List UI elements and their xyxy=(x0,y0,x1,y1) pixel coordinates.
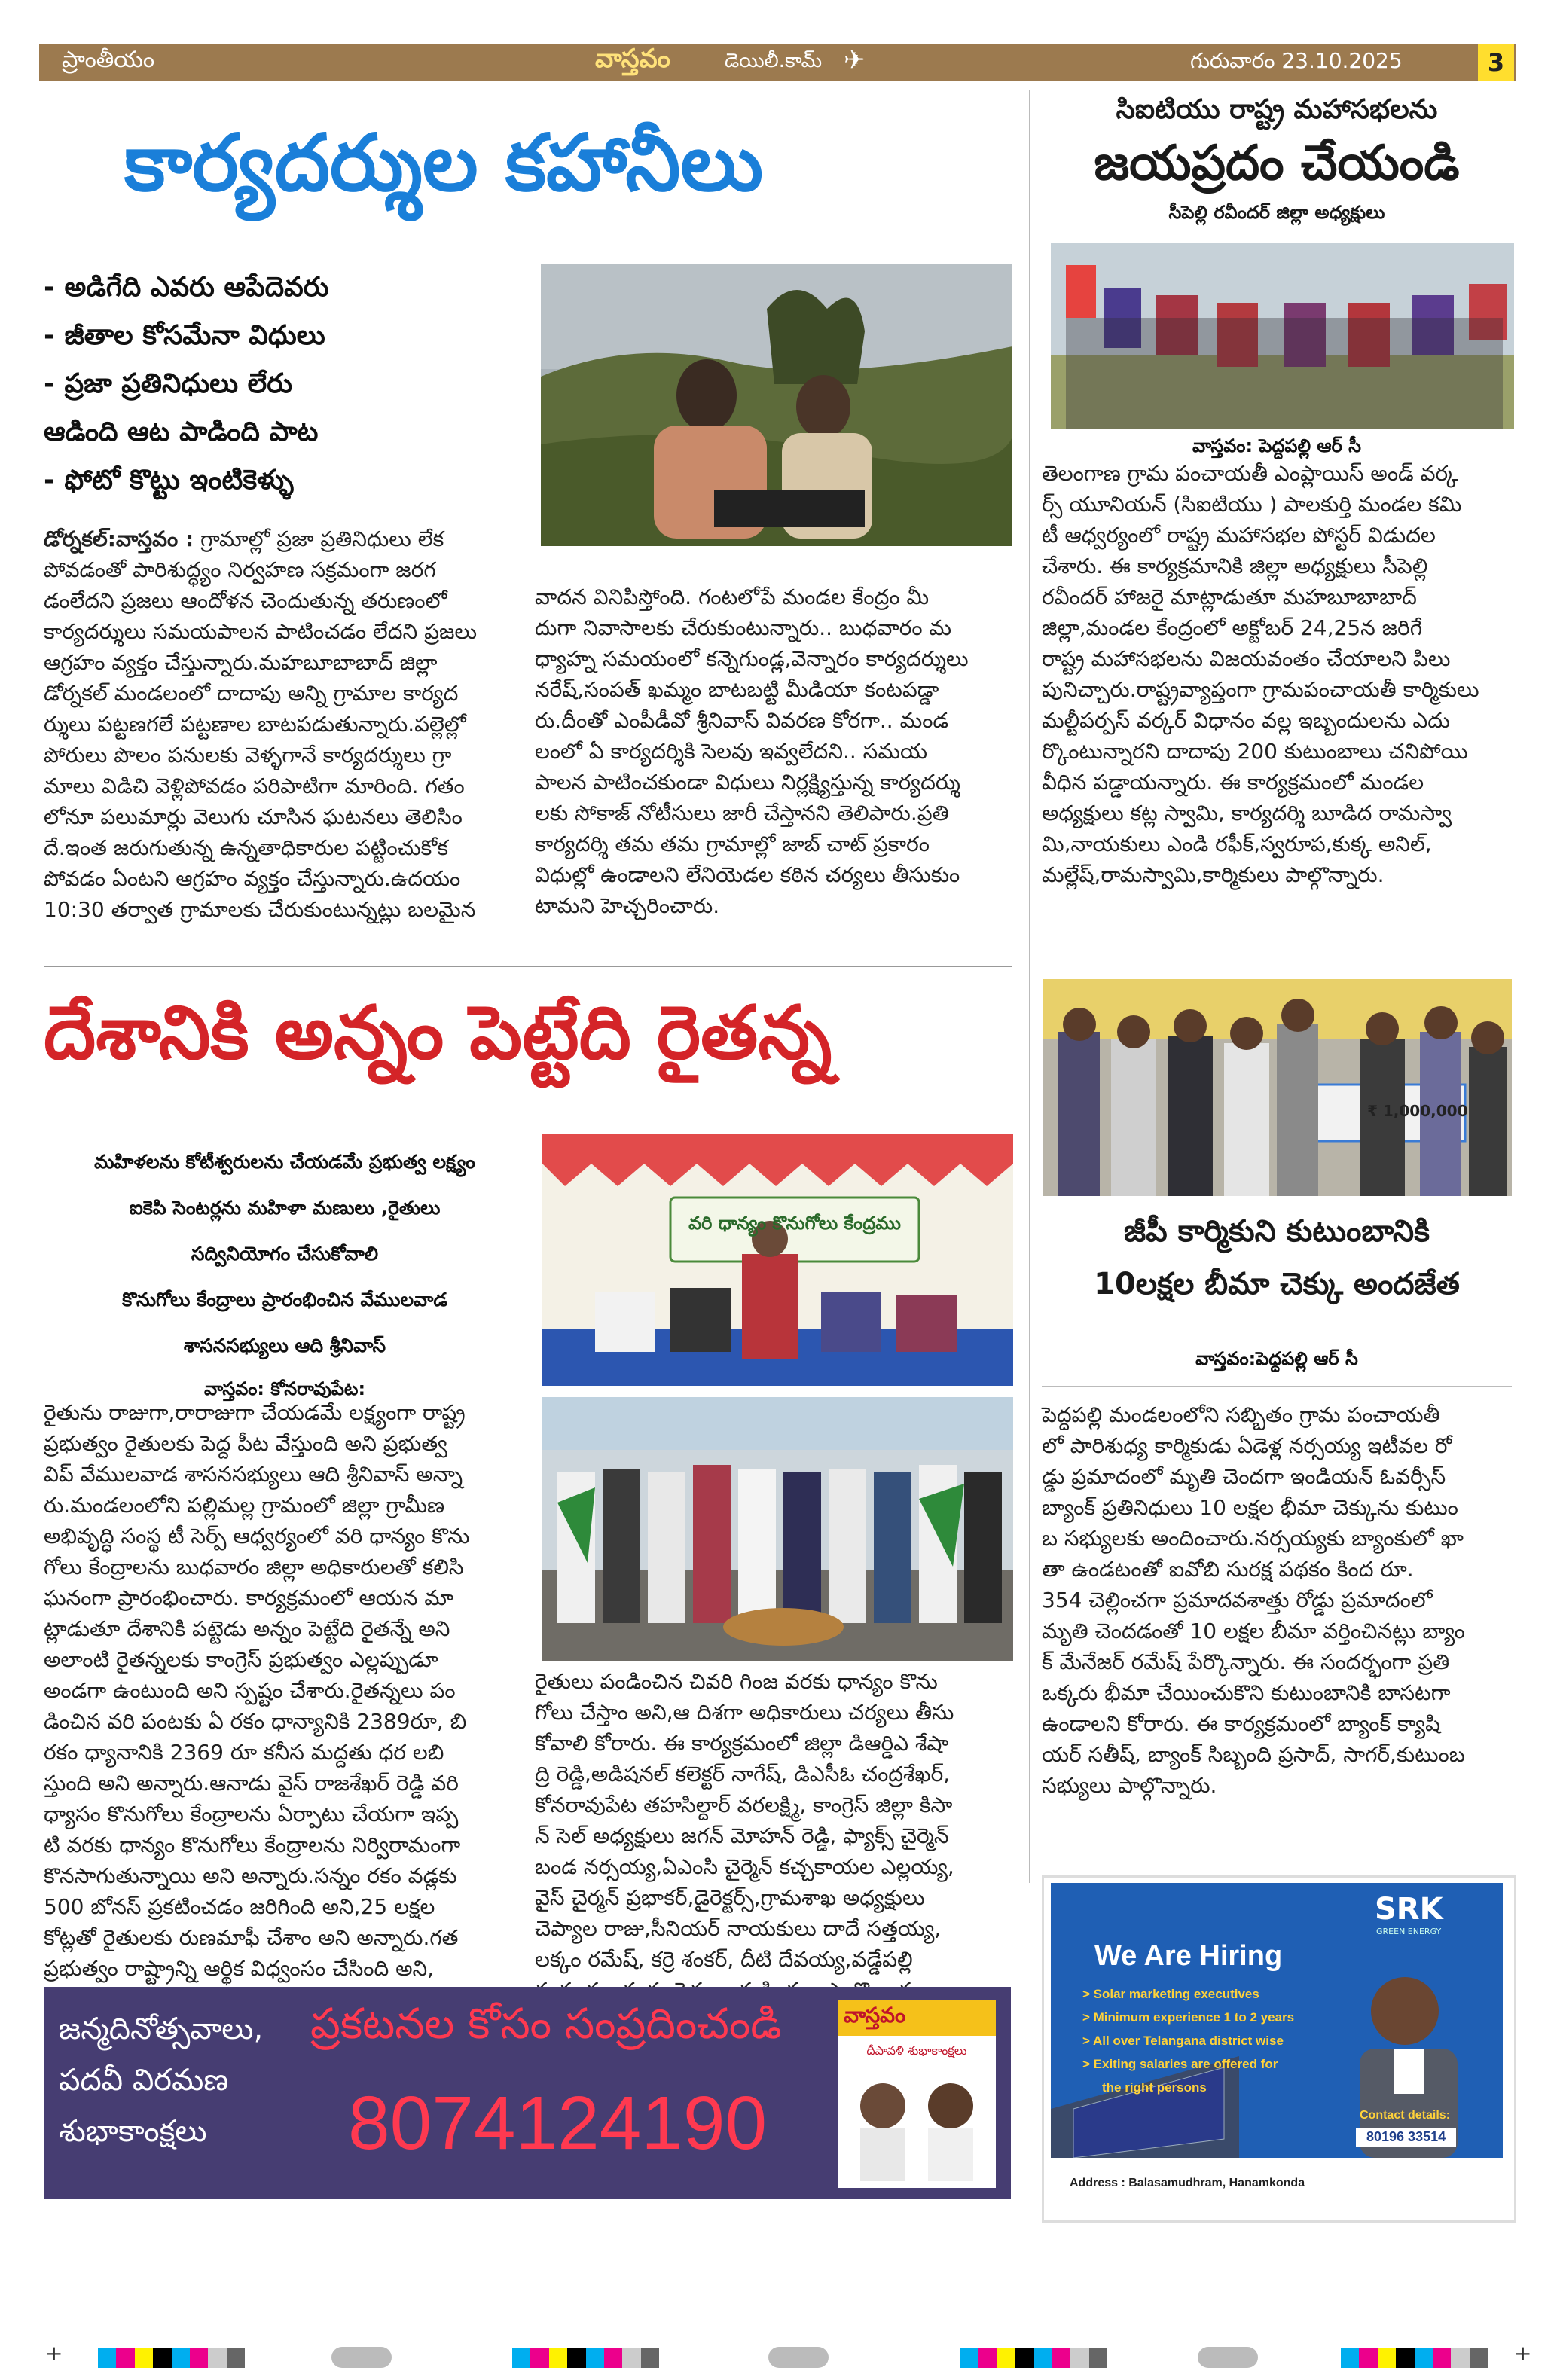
text-line: బండ నర్సయ్య,ఏఎంసి చైర్మెన్ కచ్చకాయల ఎల్లయ్య, xyxy=(535,1854,954,1879)
section-label: ప్రాంతీయం xyxy=(62,47,155,73)
text-line: పోవడం ఏంటని ఆగ్రహం వ్యక్తం చేస్తున్నారు.ఉదయం xyxy=(44,866,461,891)
text-line: ర్శులు పట్టణగలే పట్టణాల బాటపడుతున్నారు.పల్లెల్లో xyxy=(44,712,466,737)
text-line: రు.దీంతో ఎంపీడీవో శ్రీనివాస్ వివరణ కోరగా.. మండ xyxy=(535,708,949,733)
text-line: పాలన పాటించకుండా విధులు నిర్లక్ష్యిస్తున్న కార్యదర్శు xyxy=(535,770,960,795)
text-line: రైతును రాజుగా,రారాజుగా చేయడమే లక్ష్యంగా రాష్ట్ర xyxy=(44,1400,466,1425)
stage-banner-text: వరి ధాన్యం కొనుగోలు కేంద్రము xyxy=(688,1213,901,1234)
story4-headline xyxy=(1042,1205,1512,1311)
hiring-brand-sub: GREEN ENERGY xyxy=(1376,1927,1442,1936)
page-number: 3 xyxy=(1478,44,1514,81)
story4-photo xyxy=(1043,979,1512,1196)
column-divider xyxy=(1029,90,1030,1883)
text-line: మి,నాయకులు ఎండి రఫీక్,స్వరూప,కుక్క అనిల్, xyxy=(1042,831,1432,856)
story2-photo xyxy=(1051,243,1514,429)
bird-icon: ✈ xyxy=(844,45,866,75)
story1-bullet: - అడిగేది ఎవరు ఆపేదెవరు xyxy=(44,272,329,303)
ad-left-line: శుభాకాంక్షలు xyxy=(59,2114,207,2149)
text-line: మల్టీపర్పస్ వర్కర్ విధానం వల్ల ఇబ్బందులను ఎదు xyxy=(1042,708,1450,733)
divider xyxy=(44,966,1012,967)
text-line: టీ ఆధ్వర్యంలో రాష్ట్ర మహాసభల పోస్టర్ విడుదల xyxy=(1042,523,1436,548)
hiring-points xyxy=(1082,1982,1294,2099)
story2-kicker: సిఐటియు రాష్ట్ర మహాసభలను xyxy=(1116,94,1438,125)
masthead-site: డెయిలీ.కామ్ xyxy=(725,50,823,72)
story3-subheads xyxy=(44,1139,526,1368)
text-line: వీధిన పడ్డాయన్నారు. ఈ కార్యక్రమంలో మండల xyxy=(1042,770,1424,795)
story3-subhead: శాసనసభ్యులు ఆది శ్రీనివాస్ xyxy=(183,1335,386,1356)
text-line: తా ఉండటంతో ఐవోబి సురక్ష పథకం కింద రూ. xyxy=(1042,1557,1414,1582)
registration-mark: + xyxy=(45,2341,63,2366)
story3-photo-stage xyxy=(542,1134,1013,1386)
hiring-point: the right persons xyxy=(1102,2080,1207,2095)
story1-bullet: - ఫోటో కొట్టు ఇంటికెళ్ళు xyxy=(44,465,294,496)
gray-patch xyxy=(1198,2347,1258,2368)
text-line: కోనరావుపేట తహసిల్దార్ వరలక్ష్మి, కాంగ్రెస్ జిల్లా కిసా xyxy=(535,1793,953,1817)
text-line: రాష్ట్ర మహాసభలను విజయవంతం చేయాలని పిలు xyxy=(1042,646,1451,671)
text-line: నరేష్,సంపత్ ఖమ్మం బాటబట్టి మీడియా కంటపడ్డా xyxy=(535,677,939,702)
text-line: కార్యదర్శులు సమయపాలన పాటించడం లేదని ప్రజలు xyxy=(44,619,478,644)
text-line: ధ్యాసం కొనుగోలు కేంద్రాలను ఏర్పాటు చేయగా ఇప్ప xyxy=(44,1802,459,1826)
text-line: డోర్నకల్ మండలంలో దాదాపు అన్ని గ్రామాల కార్యద xyxy=(44,681,459,706)
story3-subhead: మహిళలను కోటీశ్వరులను చేయడమే ప్రభుత్వ లక్ష్యం xyxy=(94,1151,475,1173)
text-line: పోరులు పొలం పనులకు వెళ్ళగానే కార్యదర్శులు గ్రా xyxy=(44,743,452,767)
gray-patch xyxy=(331,2347,392,2368)
story4-credit: వాస్తవం:పెద్దపల్లి ఆర్ సీ xyxy=(1195,1348,1358,1369)
text-line: పెద్దపల్లి మండలంలోని సబ్బితం గ్రామ పంచాయతీ xyxy=(1042,1402,1440,1427)
text-line: కొనసాగుతున్నాయి అని అన్నారు.సన్నం రకం వడ్లకు xyxy=(44,1863,457,1888)
text-line: దే.ఇంత జరుగుతున్న ఉన్నతాధికారుల పట్టించుకోక xyxy=(44,835,449,860)
text-line: సభ్యులు పాల్గొన్నారు. xyxy=(1042,1773,1217,1798)
text-line: గ్రామాల్లో ప్రజా ప్రతినిధులు లేక xyxy=(200,526,444,551)
text-line: ర్కొంటున్నారని దాదాపు 200 కుటుంబాలు చనిపోయి xyxy=(1042,739,1468,764)
text-line: రవీందర్ హాజరై మాట్లాడుతూ మహబూబాబాద్ xyxy=(1042,584,1417,609)
text-line: ర్స్ యూనియన్ (సిఐటియు ) పాలకుర్తి మండల కమి xyxy=(1042,492,1462,517)
story1-bullets xyxy=(44,264,533,505)
hiring-point: > Minimum experience 1 to 2 years xyxy=(1082,2010,1295,2025)
text-line: బ్యాంక్ ప్రతినిధులు 10 లక్షల భీమా చెక్కును కుటుం xyxy=(1042,1495,1458,1520)
story1-photo xyxy=(541,264,1012,546)
text-line: వాదన వినిపిస్తోంది. గంటలోపే మండల కేంద్రం మీ xyxy=(535,584,930,609)
story3-subhead: కొనుగోలు కేంద్రాలు ప్రారంభించిన వేములవాడ xyxy=(122,1289,447,1311)
ad-mini-paper xyxy=(838,2000,996,2188)
story3-subhead: ఐకెపి సెంటర్లను మహిళా మణులు ,రైతులు xyxy=(129,1197,441,1219)
text-line: స్తుంది అని అన్నారు.ఆనాడు వైస్ రాజశేఖర్ రెడ్డి వరి xyxy=(44,1771,459,1796)
text-line: 354 చెల్లించగా ప్రమాదవశాత్తు రోడ్డు ప్రమాదంలో xyxy=(1042,1588,1433,1613)
text-line: ఘనంగా ప్రారంభించారు. కార్యక్రమంలో ఆయన మా xyxy=(44,1585,453,1610)
text-line: లోనూ పలుమార్లు వెలుగు చూసిన ఘటనలు తెలిసిం xyxy=(44,804,463,829)
text-line: యర్ సతీష్, బ్యాంక్ సిబ్బంది ప్రసాద్, సాగర్,కుటుంబ xyxy=(1042,1742,1465,1767)
story3-subhead: సద్వినియోగం చేసుకోవాలి xyxy=(191,1243,379,1265)
color-bar xyxy=(960,2348,1107,2368)
hiring-contact-label: Contact details: xyxy=(1360,2109,1451,2122)
ad-left-text xyxy=(59,2003,263,2157)
text-line: కోట్లతో రైతులకు రుణమాఫీ చేశాం అని అన్నారు.గత xyxy=(44,1925,459,1950)
text-line: అలాంటి రైతన్నలకు కాంగ్రెస్ ప్రభుత్వం ఎల్లప్పుడూ xyxy=(44,1647,438,1672)
text-line: పోవడంతో పారిశుద్ధ్యం నిర్వహణ సక్రమంగా జరగ xyxy=(44,557,436,582)
text-line: మృతి చెందడంతో 10 లక్షల బీమా వర్తించినట్లు బ్యాం xyxy=(1042,1619,1465,1643)
text-line: అభివృద్ధి సంస్థ టీ సెర్ప్ ఆధ్వర్యంలో వరి ధాన్యం కొను xyxy=(44,1524,470,1549)
text-line: విప్ వేములవాడ శాసనసభ్యులు ఆది శ్రీనివాస్ అన్నా xyxy=(44,1462,463,1487)
text-line: ఒక్కరు భీమా చేయించుకొని కుటుంబానికి బాసటగా xyxy=(1042,1680,1451,1705)
text-line: మాలు విడిచి వెళ్లిపోవడం పరిపాటిగా మారింది. గతం xyxy=(44,774,465,798)
text-line: ట్లాడుతూ దేశానికి పట్టెడు అన్నం పెట్టేది రైతన్నే అని xyxy=(44,1616,450,1641)
text-line: ఆగ్రహం వ్యక్తం చేస్తున్నారు.మహబూబాబాద్ జిల్లా xyxy=(44,650,438,675)
story1-headline: కార్యదర్శుల కహానీలు xyxy=(124,117,764,209)
story1-col1 xyxy=(44,523,535,925)
story2-credit: వాస్తవం: పెద్దపల్లి ఆర్ సీ xyxy=(1192,435,1362,456)
ad-mini-masthead: వాస్తవం xyxy=(838,2000,996,2036)
story2-subhead: సీపెల్లి రవీందర్ జిల్లా అధ్యక్షులు xyxy=(1168,202,1385,223)
story4-body xyxy=(1042,1399,1512,1801)
text-line: అండగా ఉంటుంది అని స్పష్టం చేశారు.రైతన్నలు పం xyxy=(44,1678,456,1703)
text-line: లో పారిశుధ్య కార్మికుడు ఏడెళ్ల నర్సయ్య ఇటీవల రో xyxy=(1042,1433,1452,1458)
registration-mark: + xyxy=(1514,2341,1532,2366)
issue-date: గురువారం 23.10.2025 xyxy=(1190,48,1403,73)
text-line: డంలేదని ప్రజలు ఆందోళన చెందుతున్న తరుణంలో xyxy=(44,588,447,613)
story1-dateline: డోర్నకల్:వాస్తవం : xyxy=(44,526,194,551)
text-line: ప్రభుత్వం రైతులకు పెద్ద పీట వేస్తుంది అని ప్రభుత్వ xyxy=(44,1431,447,1456)
text-line: బ సభ్యులకు అందించారు.నర్సయ్యకు బ్యాంకులో ఖా xyxy=(1042,1526,1464,1551)
story3-col2 xyxy=(535,1666,1017,2006)
text-line: రకం ధ్యానానికి 2369 రూ కనీస మద్దతు ధర లబి xyxy=(44,1740,444,1765)
color-bar xyxy=(512,2348,659,2368)
text-line: ద్రి రెడ్డి,అడిషనల్ కలెక్టర్ నాగేష్, డిఎసీఓ చంద్రశేఖర్, xyxy=(535,1762,951,1787)
hiring-contact-phone: 80196 33514 xyxy=(1356,2128,1456,2147)
text-line: లంలో ఏ కార్యదర్శికి సెలవు ఇవ్వలేదని.. సమయ xyxy=(535,739,927,764)
hiring-title: We Are Hiring xyxy=(1094,1940,1283,1972)
color-bar xyxy=(98,2348,245,2368)
text-line: లకు సోకాజ్ నోటీసులు జారీ చేస్తానని తెలిపారు.ప్రతి xyxy=(535,801,949,825)
hiring-point: > Exiting salaries are offered for xyxy=(1082,2057,1278,2071)
story1-col2 xyxy=(535,581,1017,921)
hiring-point: > All over Telangana district wise xyxy=(1082,2034,1284,2048)
text-line: డ్డు ప్రమాదంలో మృతి చెందగా ఇండియన్ ఓవర్సీస్ xyxy=(1042,1464,1446,1489)
gray-patch xyxy=(768,2347,829,2368)
story2-body xyxy=(1042,458,1512,890)
hiring-address: Address : Balasamudhram, Hanamkonda xyxy=(1070,2177,1305,2189)
text-line: పునిచ్చారు.రాష్ట్రవ్యాప్తంగా గ్రామపంచాయతీ కార్మికులు xyxy=(1042,677,1479,702)
text-line: కార్యదర్శి తమ తమ గ్రామాల్లో జాబ్ చాట్ ప్రకారం xyxy=(535,831,930,856)
text-line: ధ్యాహ్న సమయంలో కన్నెగుండ్ల,వెన్నారం కార్యదర్శులు xyxy=(535,646,969,671)
story3-photo-crowd xyxy=(542,1397,1013,1661)
text-line: రు.మండలంలోని పల్లిమల్ల గ్రామంలో జిల్లా గ్రామీణ xyxy=(44,1493,445,1518)
ad-phone: 8074124190 xyxy=(348,2081,768,2165)
divider xyxy=(1042,1386,1512,1387)
story1-bullet: - జీతాల కోసమేనా విధులు xyxy=(44,320,325,351)
ad-mini-caption: దీపావళి శుభాకాంక్షలు xyxy=(866,2043,967,2058)
story4-headline-line2: 10లక్షల బీమా చెక్కు అందజేత xyxy=(1094,1267,1460,1301)
hiring-ad-panel xyxy=(1051,1883,1503,2158)
text-line: డించిన వరి పంటకు ఏ రకం ధాన్యానికి 2389రూ, బి xyxy=(44,1709,467,1734)
text-line: టి వరకు ధాన్యం కొనుగోలు కేంద్రాలను నిర్విరామంగా xyxy=(44,1832,461,1857)
ad-title: ప్రకటనల కోసం సంప్రదించండి xyxy=(310,2000,782,2049)
text-line: లక్కం రమేష్, కర్రె శంకర్, దీటి దేవయ్య,వడ్డేపల్లి xyxy=(535,1947,913,1972)
ad-left-line: పదవీ విరమణ xyxy=(59,2063,229,2098)
story2-headline: జయప్రదం చేయండి xyxy=(1094,136,1460,191)
text-line: కోవాలి కోరారు. ఈ కార్యక్రమంలో జిల్లా డిఆర్డిఎ శేషా xyxy=(535,1731,949,1756)
text-line: వైస్ చైర్మన్ ప్రభాకర్,డైరెక్టర్స్,గ్రామశాఖ అధ్యక్షులు xyxy=(535,1885,925,1910)
text-line: రైతులు పండించిన చివరి గింజ వరకు ధాన్యం కొను xyxy=(535,1669,938,1694)
text-line: 10:30 తర్వాత గ్రామాలకు చేరుకుంటున్నట్లు బలమైన xyxy=(44,897,476,922)
text-line: 500 బోనస్ ప్రకటించడం జరిగింది అని,25 లక్షల xyxy=(44,1894,435,1919)
text-line: చేశారు. ఈ కార్యక్రమానికి జిల్లా అధ్యక్షులు సీపెల్లి xyxy=(1042,554,1428,578)
story4-headline-line1: జీపీ కార్మికుని కుటుంబానికి xyxy=(1124,1214,1430,1249)
text-line: విధుల్లో ఉండాలని లేనియెడల కఠిన చర్యలు తీసుకుం xyxy=(535,862,960,887)
cheque-amount: ₹ 1,000,000 xyxy=(1367,1102,1468,1120)
text-line: న్ సెల్ అధ్యక్షులు జగన్ మోహన్ రెడ్డి, ఫ్యాక్స్ చైర్మెన్ xyxy=(535,1823,949,1848)
text-line: తెలంగాణ గ్రామ పంచాయతీ ఎంప్లాయిస్ అండ్ వర్క xyxy=(1042,461,1458,486)
text-line: దుగా నివాసాలకు చేరుకుంటున్నారు.. బుధవారం మ xyxy=(535,615,952,640)
story3-credit: వాస్తవం: కోనరావుపేట: xyxy=(203,1378,366,1399)
text-line: అధ్యక్షులు కట్ల స్వామి, కార్యదర్శి బూడిద రామస్వా xyxy=(1042,801,1452,825)
ad-mini-photo xyxy=(838,2061,996,2181)
ad-left-line: జన్మదినోత్సవాలు, xyxy=(59,2012,264,2046)
hiring-point: > Solar marketing executives xyxy=(1082,1987,1259,2001)
text-line: క్ మేనేజర్ రమేష్ పేర్కొన్నారు. ఈ సందర్భంగా ప్రతి xyxy=(1042,1649,1450,1674)
hiring-brand: SRK xyxy=(1375,1892,1443,1927)
text-line: ప్రభుత్వం రాష్ట్రాన్ని ఆర్థిక విధ్వంసం చేసింది అని, xyxy=(44,1956,435,1981)
text-line: మల్లేష్,రామస్వామి,కార్మికులు పాల్గొన్నారు. xyxy=(1042,862,1385,887)
text-line: టామని హెచ్చరించారు. xyxy=(535,893,720,918)
story1-bullet: - ప్రజా ప్రతినిధులు లేరు xyxy=(44,368,292,399)
text-line: చెప్యాల రాజు,సీనియర్ నాయకులు దాదే సత్తయ్య, xyxy=(535,1916,942,1941)
story3-col1 xyxy=(44,1397,535,1984)
text-line: ఉండాలని కోరారు. ఈ కార్యక్రమంలో బ్యాంక్ క్యాషి xyxy=(1042,1711,1441,1736)
masthead-title: వాస్తవం xyxy=(595,44,670,74)
text-line: గోలు చేస్తాం అని,ఆ దిశగా అధికారులు చర్యలు తీసు xyxy=(535,1700,954,1725)
text-line: జిల్లా,మండల కేంద్రంలో అక్టోబర్ 24,25న జరిగే xyxy=(1042,615,1423,640)
story1-bullet: ఆడింది ఆట పాడింది పాట xyxy=(44,416,319,447)
story3-headline: దేశానికి అన్నం పెట్టేది రైతన్న xyxy=(44,990,832,1076)
text-line: గోలు కేంద్రాలను బుధవారం జిల్లా అధికారులతో కలిసి xyxy=(44,1555,464,1579)
color-bar xyxy=(1341,2348,1488,2368)
